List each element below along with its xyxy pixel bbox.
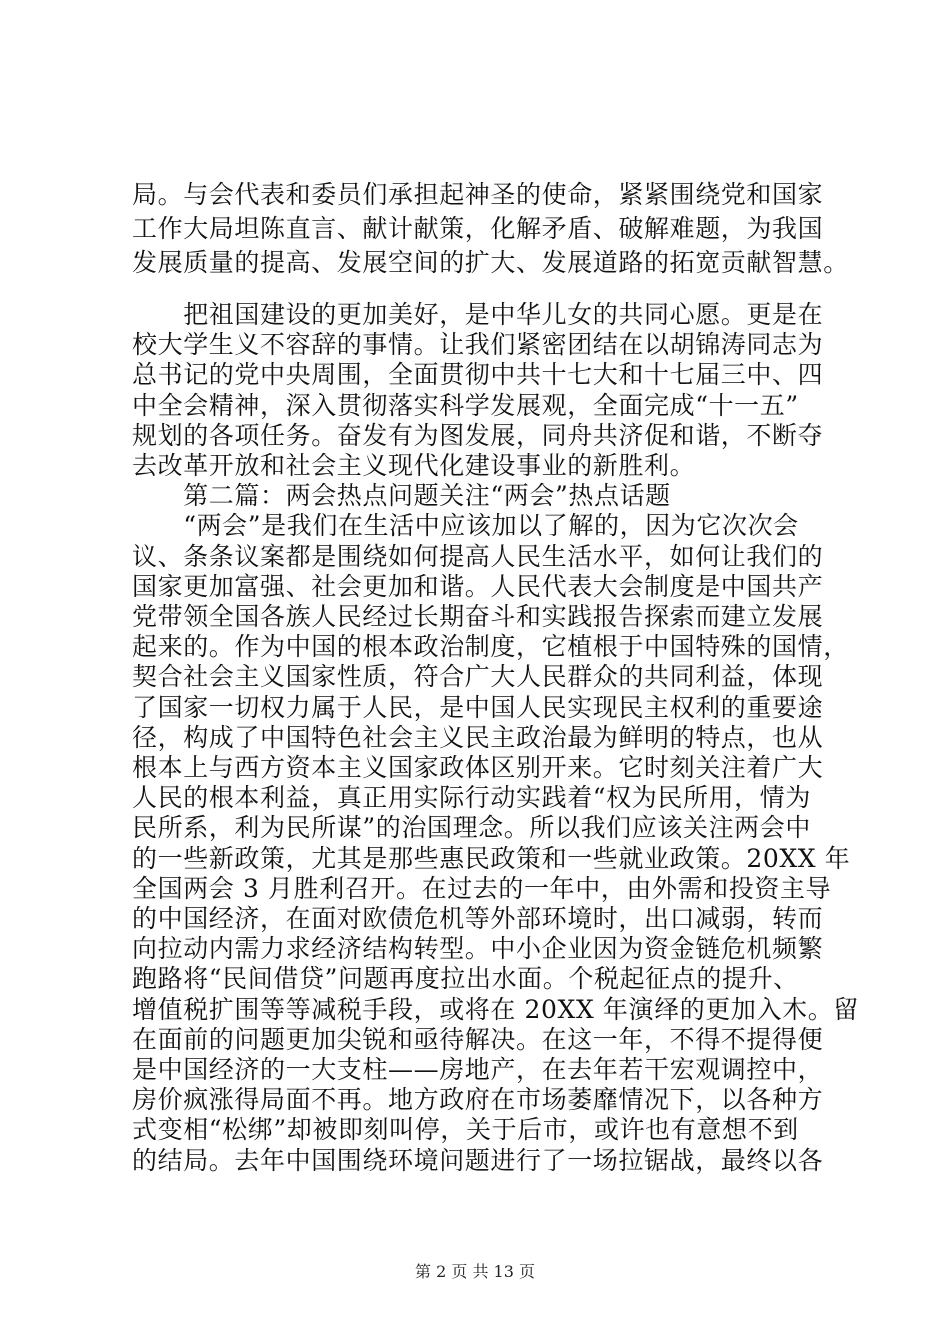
text-line: 房价疯涨得局面不再。地方政府在市场萎靡情况下，以各种方 bbox=[132, 1085, 824, 1115]
text-line: 中全会精神，深入贯彻落实科学发展观，全面完成“十一五” bbox=[132, 390, 799, 420]
text-line: 规划的各项任务。奋发有为图发展，同舟共济促和谐，不断夺 bbox=[132, 420, 824, 450]
text-line: 的结局。去年中国围绕环境问题进行了一场拉锯战，最终以各 bbox=[132, 1145, 824, 1175]
text-line: “两会”是我们在生活中应该加以了解的，因为它次次会 bbox=[132, 511, 799, 541]
text-line: 局。与会代表和委员们承担起神圣的使命，紧紧围绕党和国家 bbox=[132, 180, 824, 209]
text-line: 起来的。作为中国的根本政治制度，它植根于中国特殊的国情， bbox=[132, 632, 849, 662]
text-line: 增值税扩围等等减税手段，或将在 20XX 年演绎的更加入木。留 bbox=[132, 994, 859, 1024]
text-line: 向拉动内需力求经济结构转型。中小企业因为资金链危机频繁 bbox=[132, 934, 824, 964]
text-line: 校大学生义不容辞的事情。让我们紧密团结在以胡锦涛同志为 bbox=[132, 330, 824, 360]
text-line: 发展质量的提高、发展空间的扩大、发展道路的拓宽贡献智慧。 bbox=[132, 248, 849, 277]
text-line: 在面前的问题更加尖锐和亟待解决。在这一年，不得不提得便 bbox=[132, 1024, 824, 1054]
text-line: 党带领全国各族人民经过长期奋斗和实践报告探索而建立发展 bbox=[132, 602, 824, 631]
text-line: 是中国经济的一大支柱——房地产，在去年若干宏观调控中， bbox=[132, 1055, 824, 1084]
text-line: 人民的根本利益，真正用实际行动实践着“权为民所用，情为 bbox=[132, 783, 811, 813]
text-line: 式变相“松绑”却被即刻叫停，关于后市，或许也有意想不到 bbox=[132, 1115, 799, 1145]
text-line: 把祖国建设的更加美好，是中华儿女的共同心愿。更是在 bbox=[132, 300, 824, 329]
text-line: 的一些新政策，尤其是那些惠民政策和一些就业政策。20XX 年 bbox=[132, 843, 851, 873]
text-line: 跑路将“民间借贷”问题再度拉出水面。个税起征点的提升、 bbox=[132, 964, 799, 994]
text-line: 工作大局坦陈直言、献计献策，化解矛盾、破解难题，为我国 bbox=[132, 214, 824, 243]
text-line: 国家更加富强、社会更加和谐。人民代表大会制度是中国共产 bbox=[132, 571, 824, 601]
text-line: 全国两会 3 月胜利召开。在过去的一年中，由外需和投资主导 bbox=[132, 873, 832, 903]
text-line: 径，构成了中国特色社会主义民主政治最为鲜明的特点，也从 bbox=[132, 722, 824, 752]
text-line: 了国家一切权力属于人民，是中国人民实现民主权利的重要途 bbox=[132, 692, 824, 722]
text-line: 议、条条议案都是围绕如何提高人民生活水平，如何让我们的 bbox=[132, 541, 824, 571]
page-footer: 第 2 页 共 13 页 bbox=[415, 1262, 535, 1281]
text-line: 去改革开放和社会主义现代化建设事业的新胜利。 bbox=[132, 451, 696, 480]
text-line: 根本上与西方资本主义国家政体区别开来。它时刻关注着广大 bbox=[132, 753, 824, 782]
text-line: 的中国经济，在面对欧债危机等外部环境时，出口减弱，转而 bbox=[132, 904, 824, 933]
text-line: 契合社会主义国家性质，符合广大人民群众的共同利益，体现 bbox=[132, 662, 824, 692]
section-heading: 第二篇：两会热点问题关注“两会”热点话题 bbox=[132, 481, 671, 511]
text-line: 民所系，利为民所谋”的治国理念。所以我们应该关注两会中 bbox=[132, 813, 811, 843]
text-line: 总书记的党中央周围，全面贯彻中共十七大和十七届三中、四 bbox=[132, 360, 824, 390]
